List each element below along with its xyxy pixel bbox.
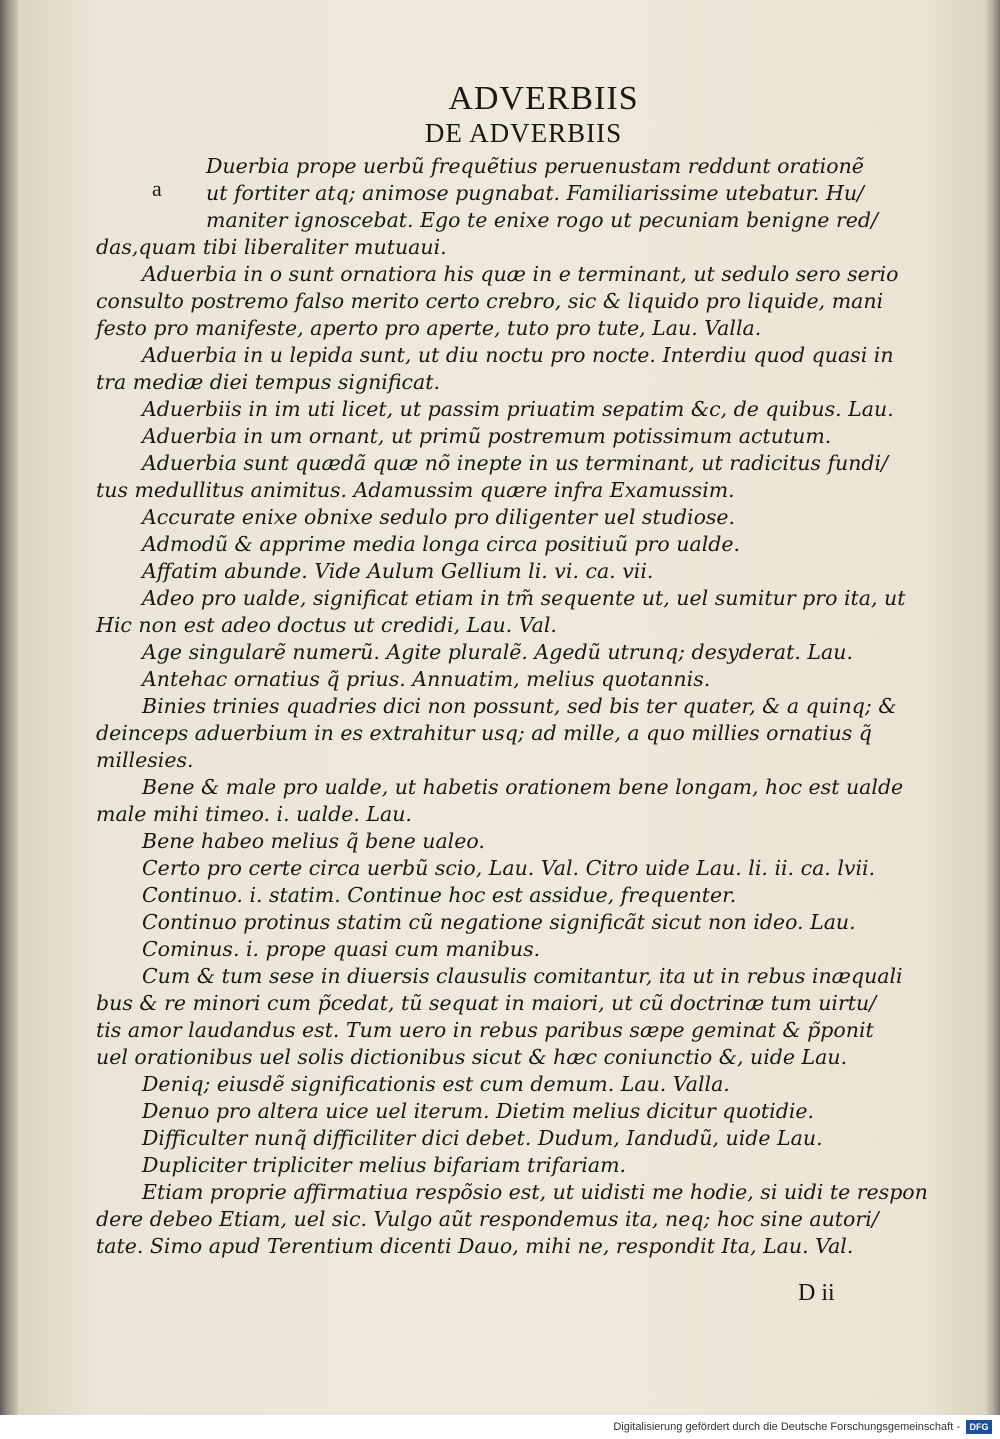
book-gutter xyxy=(0,0,18,1415)
funding-credit: Digitalisierung gefördert durch die Deutsche Forschungsgemeinschaft - xyxy=(613,1421,960,1433)
running-title: ADVERBIIS xyxy=(448,80,639,117)
text-line: Aduerbia in um ornant, ut primũ postremum potissimum actutum. xyxy=(142,424,832,448)
text-line: Duerbia prope uerbũ frequẽtius peruenustam reddunt orationẽ xyxy=(206,154,864,178)
text-line: male mihi timeo. i. ualde. Lau. xyxy=(96,802,412,826)
text-line: uel orationibus uel solis dictionibus sicut & hæc coniunctio &, uide Lau. xyxy=(96,1045,848,1069)
text-line: millesies. xyxy=(96,748,194,772)
text-line: das,quam tibi liberaliter mutuaui. xyxy=(96,235,447,259)
text-line: tra mediæ diei tempus significat. xyxy=(96,370,440,394)
page-edge xyxy=(986,0,1000,1415)
text-line: Cominus. i. prope quasi cum manibus. xyxy=(142,937,541,961)
text-line: Aduerbia in u lepida sunt, ut diu noctu pro nocte. Interdiu quod quasi in xyxy=(142,343,894,367)
text-line: maniter ignoscebat. Ego te enixe rogo ut pecuniam benigne red/ xyxy=(206,208,878,232)
text-line: Aduerbia sunt quædã quæ nõ inepte in us terminant, ut radicitus fundi/ xyxy=(142,451,889,475)
text-line: dere debeo Etiam, uel sic. Vulgo aũt respondemus ita, neq; hoc sine autori/ xyxy=(96,1207,879,1231)
text-line: Bene & male pro ualde, ut habetis orationem bene longam, hoc est ualde xyxy=(142,775,904,799)
text-line: Aduerbia in o sunt ornatiora his quæ in e terminant, ut sedulo sero serio xyxy=(142,262,899,286)
text-line: Aduerbiis in im uti licet, ut passim priuatim sepatim &c, de quibus. Lau. xyxy=(142,397,894,421)
text-line: Antehac ornatius q̃ prius. Annuatim, melius quotannis. xyxy=(142,667,711,691)
text-line: Affatim abunde. Vide Aulum Gellium li. vi. ca. vii. xyxy=(142,559,654,583)
dfg-logo-icon[interactable]: DFG xyxy=(966,1420,992,1434)
text-line: Etiam proprie affirmatiua respõsio est, ut uidisti me hodie, si uidi te respon xyxy=(142,1180,928,1204)
signature-mark: D ii xyxy=(798,1280,835,1306)
text-block xyxy=(96,70,928,1260)
text-line: Difficulter nunq̃ difficiliter dici debet. Dudum, Iandudũ, uide Lau. xyxy=(142,1126,823,1150)
text-line: Bene habeo melius q̃ bene ualeo. xyxy=(142,829,485,853)
text-line: Certo pro certe circa uerbũ scio, Lau. Val. Citro uide Lau. li. ii. ca. lvii. xyxy=(142,856,876,880)
text-line: Denuo pro altera uice uel iterum. Dietim melius dicitur quotidie. xyxy=(142,1099,815,1123)
text-line: tus medullitus animitus. Adamussim quære infra Examussim. xyxy=(96,478,735,502)
text-line: ut fortiter atq; animose pugnabat. Familiarissime utebatur. Hu/ xyxy=(206,181,864,205)
text-line: Cum & tum sese in diuersis clausulis comitantur, ita ut in rebus inæquali xyxy=(142,964,903,988)
text-line: Accurate enixe obnixe sedulo pro diligenter uel studiose. xyxy=(142,505,736,529)
text-line: Continuo. i. statim. Continue hoc est assidue, frequenter. xyxy=(142,883,737,907)
text-line: Dupliciter tripliciter melius bifariam trifariam. xyxy=(142,1153,627,1177)
text-line: Age singularẽ numerũ. Agite pluralẽ. Agedũ utrunq; desyderat. Lau. xyxy=(142,640,853,664)
text-line: Continuo protinus statim cũ negatione significãt sicut non ideo. Lau. xyxy=(142,910,856,934)
section-title: DE ADVERBIIS xyxy=(424,118,623,148)
text-line: Admodũ & apprime media longa circa positiuũ pro ualde. xyxy=(142,532,741,556)
text-line: Deniq; eiusdẽ significationis est cum demum. Lau. Valla. xyxy=(142,1072,730,1096)
digitization-footer xyxy=(0,1415,1000,1439)
body-text xyxy=(96,153,928,1260)
text-line: bus & re minori cum p̃cedat, tũ sequat in maiori, ut cũ doctrinæ tum uirtu/ xyxy=(96,991,877,1015)
text-line: Binies trinies quadries dici non possunt, sed bis ter quater, & a quinq; & xyxy=(142,694,897,718)
text-line: tate. Simo apud Terentium dicenti Dauo, mihi ne, respondit Ita, Lau. Val. xyxy=(96,1234,854,1258)
text-line: tis amor laudandus est. Tum uero in rebus paribus sæpe geminat & p̃ponit xyxy=(96,1018,874,1042)
text-line: Hic non est adeo doctus ut credidi, Lau. Val. xyxy=(96,613,557,637)
text-line: deinceps aduerbium in es extrahitur usq; ad mille, a quo millies ornatius q̃ xyxy=(96,721,872,745)
text-line: festo pro manifeste, aperto pro aperte, tuto pro tute, Lau. Valla. xyxy=(96,316,762,340)
text-line: consulto postremo falso merito certo crebro, sic & liquido pro liquide, mani xyxy=(96,289,884,313)
text-line: Adeo pro ualde, significat etiam in tm̃ sequente ut, uel sumitur pro ita, ut xyxy=(142,586,906,610)
marginal-letter: a xyxy=(152,176,162,201)
